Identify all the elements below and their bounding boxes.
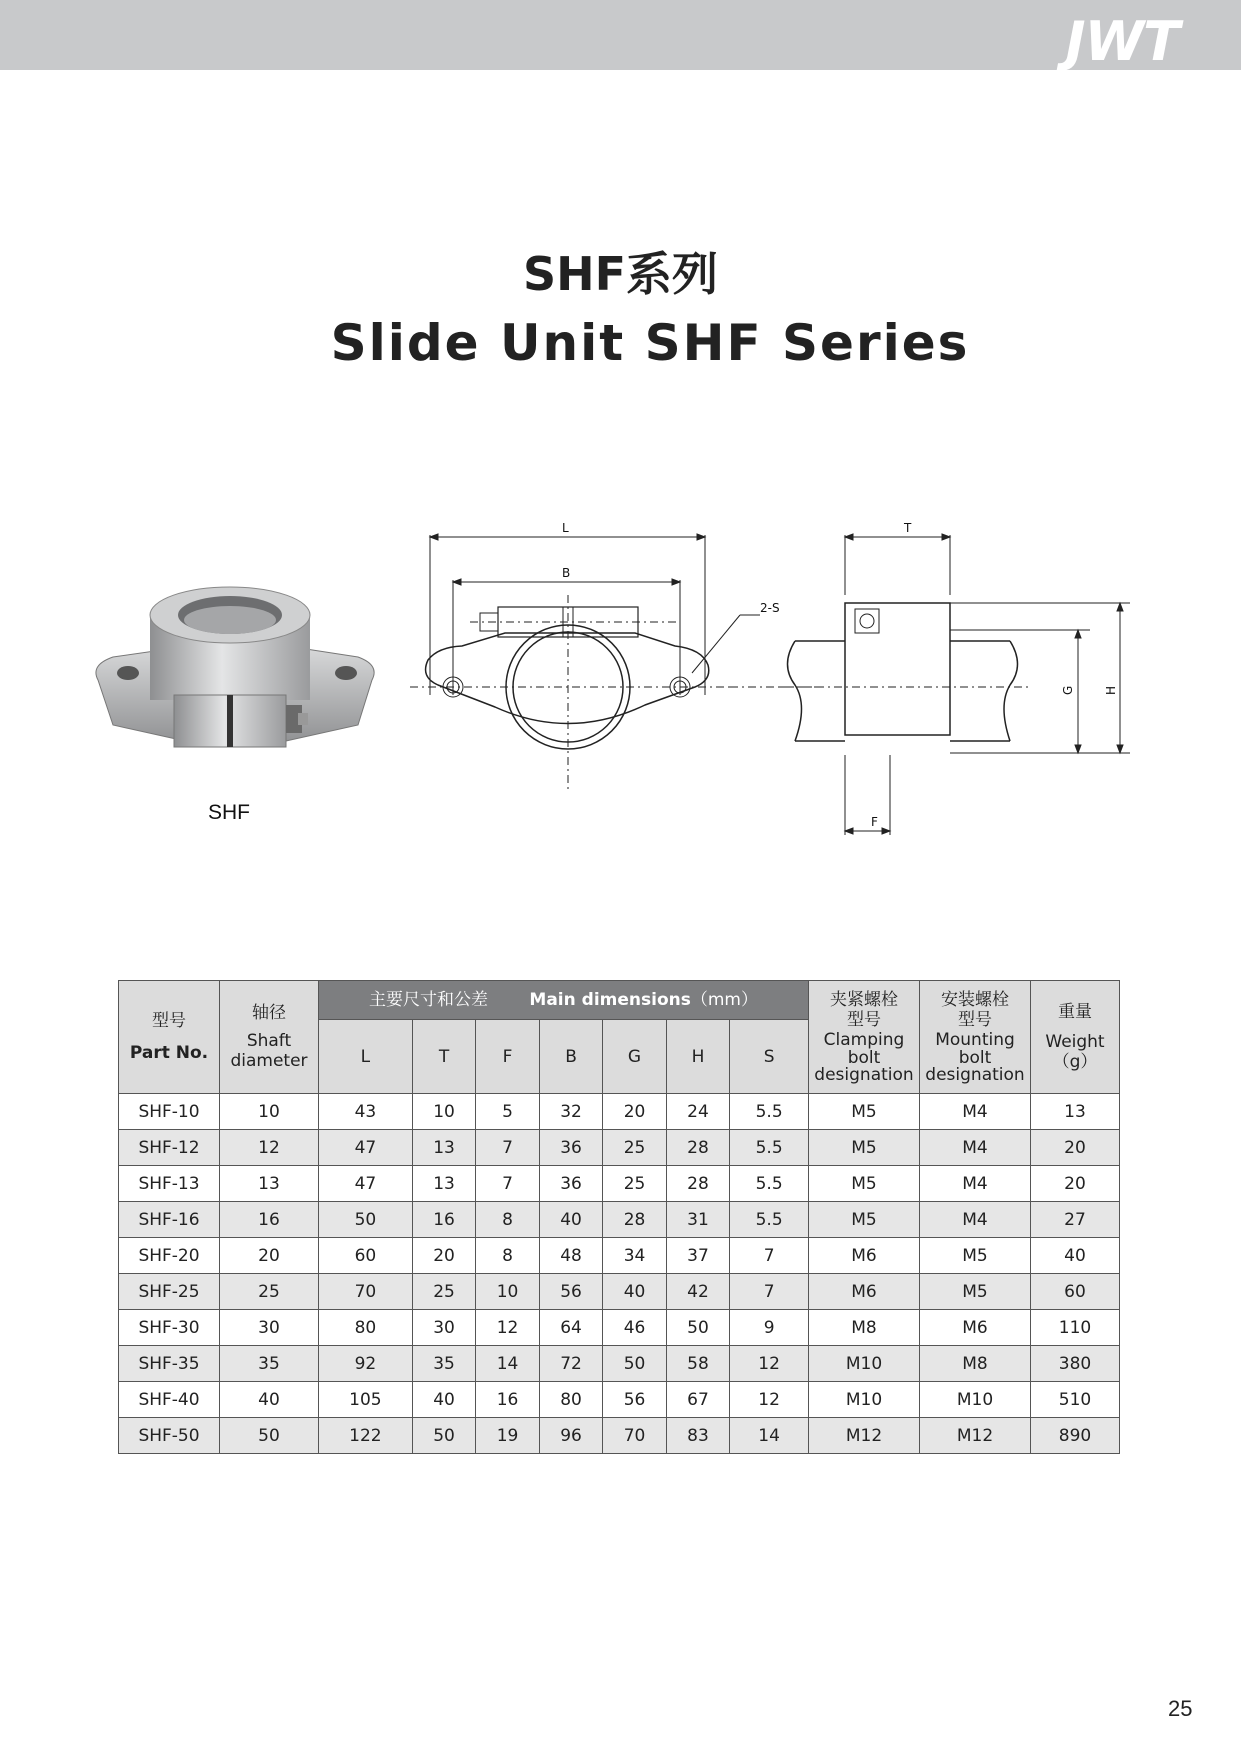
table-cell: 64 [539,1310,602,1346]
table-cell: 60 [319,1238,413,1274]
table-cell: 5 [476,1094,539,1130]
table-cell: 35 [412,1346,475,1382]
table-cell: M6 [809,1274,920,1310]
shaft-en1: Shaft [246,1031,292,1051]
table-cell: 25 [603,1130,666,1166]
table-cell: 12 [730,1346,809,1382]
col-S: S [730,1020,809,1094]
spec-table [118,980,1120,1454]
table-cell: 13 [1031,1094,1120,1130]
table-cell: 7 [730,1238,809,1274]
table-cell: 56 [603,1382,666,1418]
table-cell: 56 [539,1274,602,1310]
table-row [119,1202,1120,1238]
table-cell: 12 [476,1310,539,1346]
table-cell: 9 [730,1310,809,1346]
table-cell: 43 [319,1094,413,1130]
dim-label-S: 2-S [760,601,780,615]
table-cell: 70 [603,1418,666,1454]
main-en: Main dimensions [529,990,691,1010]
table-cell: M4 [920,1202,1031,1238]
table-cell: M8 [809,1310,920,1346]
clamp-en3: designation [814,1065,914,1085]
weight-cn: 重量 [1058,1002,1092,1022]
col-G: G [603,1020,666,1094]
table-cell: 19 [476,1418,539,1454]
dim-label-H: H [1104,685,1118,695]
header-shaft [220,981,319,1094]
table-cell: 510 [1031,1382,1120,1418]
mount-cn2: 型号 [958,1010,992,1030]
table-cell: 50 [319,1202,413,1238]
table-cell: 105 [319,1382,413,1418]
shaft-cn: 轴径 [252,1003,286,1023]
table-cell: SHF-40 [119,1382,220,1418]
table-cell: 7 [476,1130,539,1166]
table-cell: 7 [730,1274,809,1310]
table-cell: 14 [476,1346,539,1382]
table-row [119,1130,1120,1166]
col-H: H [666,1020,729,1094]
table-cell: SHF-13 [119,1166,220,1202]
table-cell: 50 [666,1310,729,1346]
table-cell: 12 [220,1130,319,1166]
clamp-cn1: 夹紧螺栓 [830,990,898,1010]
table-cell: M12 [809,1418,920,1454]
table-cell: 5.5 [730,1202,809,1238]
table-cell: 5.5 [730,1130,809,1166]
table-cell: M5 [920,1238,1031,1274]
table-cell: 8 [476,1238,539,1274]
table-cell: 13 [220,1166,319,1202]
header-clamping-bolt [809,981,920,1094]
table-cell: 28 [666,1130,729,1166]
table-cell: 50 [412,1418,475,1454]
header-weight [1031,981,1120,1094]
table-cell: M5 [809,1166,920,1202]
table-cell: M5 [920,1274,1031,1310]
page-title-cn: SHF系列 [522,247,719,301]
table-cell: 92 [319,1346,413,1382]
table-cell: 40 [1031,1238,1120,1274]
table-cell: 13 [412,1130,475,1166]
table-cell: 5.5 [730,1094,809,1130]
table-cell: SHF-16 [119,1202,220,1238]
table-cell: 8 [476,1202,539,1238]
table-cell: 80 [319,1310,413,1346]
table-cell: 20 [603,1094,666,1130]
dim-label-G: G [1061,685,1075,695]
dim-label-F: F [871,815,878,829]
table-cell: 20 [1031,1130,1120,1166]
dim-label-L: L [562,521,569,535]
dimension-drawing [410,515,1150,855]
table-cell: 40 [220,1382,319,1418]
table-cell: 20 [1031,1166,1120,1202]
table-cell: 25 [603,1166,666,1202]
table-row [119,1238,1120,1274]
table-cell: M12 [920,1418,1031,1454]
table-cell: 31 [666,1202,729,1238]
weight-en: Weight [1045,1032,1105,1052]
table-cell: 96 [539,1418,602,1454]
table-cell: SHF-25 [119,1274,220,1310]
table-cell: 14 [730,1418,809,1454]
mount-cn1: 安装螺栓 [941,990,1009,1010]
table-cell: M6 [920,1310,1031,1346]
table-cell: 72 [539,1346,602,1382]
weight-unit: （g） [1052,1052,1098,1072]
table-cell: 80 [539,1382,602,1418]
header-part-no [119,981,220,1094]
page-title-en: Slide Unit SHF Series [330,314,970,372]
table-cell: 10 [412,1094,475,1130]
table-cell: M10 [809,1382,920,1418]
dim-label-B: B [562,566,571,580]
table-cell: 37 [666,1238,729,1274]
part-cn: 型号 [152,1011,186,1031]
table-cell: 25 [220,1274,319,1310]
table-cell: 40 [539,1202,602,1238]
table-cell: 27 [1031,1202,1120,1238]
col-T: T [412,1020,475,1094]
table-cell: 16 [220,1202,319,1238]
table-cell: 30 [220,1310,319,1346]
col-F: F [476,1020,539,1094]
col-L: L [319,1020,413,1094]
table-cell: 42 [666,1274,729,1310]
table-cell: M5 [809,1202,920,1238]
table-cell: SHF-30 [119,1310,220,1346]
table-cell: M4 [920,1130,1031,1166]
dim-label-T: T [904,521,912,535]
table-cell: 890 [1031,1418,1120,1454]
table-cell: 16 [476,1382,539,1418]
clamp-en1: Clamping [823,1030,905,1050]
header-bar [0,0,1241,73]
table-cell: SHF-50 [119,1418,220,1454]
table-cell: 5.5 [730,1166,809,1202]
table-row [119,1346,1120,1382]
brand-logo: JWT [1065,10,1179,73]
main-unit: （mm） [690,990,758,1010]
page-number: 25 [1168,1696,1193,1721]
table-cell: 60 [1031,1274,1120,1310]
table-cell: 32 [539,1094,602,1130]
table-cell: 20 [412,1238,475,1274]
shaft-en2: diameter [230,1051,308,1071]
table-cell: SHF-35 [119,1346,220,1382]
table-cell: 50 [220,1418,319,1454]
table-cell: 16 [412,1202,475,1238]
table-cell: M4 [920,1166,1031,1202]
table-cell: 47 [319,1130,413,1166]
table-cell: M4 [920,1094,1031,1130]
table-cell: M6 [809,1238,920,1274]
table-cell: 50 [603,1346,666,1382]
table-cell: 110 [1031,1310,1120,1346]
table-cell: 28 [666,1166,729,1202]
clamp-cn2: 型号 [847,1010,881,1030]
table-cell: 46 [603,1310,666,1346]
photo-label: SHF [208,801,250,824]
table-cell: 25 [412,1274,475,1310]
table-cell: 34 [603,1238,666,1274]
mount-en2: bolt [958,1048,992,1068]
table-row [119,1382,1120,1418]
table-cell: 67 [666,1382,729,1418]
table-cell: SHF-20 [119,1238,220,1274]
header-main-dimensions [319,981,809,1020]
table-row [119,1310,1120,1346]
mount-en3: designation [925,1065,1025,1085]
table-cell: 10 [476,1274,539,1310]
table-cell: 12 [730,1382,809,1418]
clamp-en2: bolt [847,1048,881,1068]
header-mounting-bolt [920,981,1031,1094]
table-cell: 30 [412,1310,475,1346]
table-cell: 13 [412,1166,475,1202]
table-cell: 36 [539,1130,602,1166]
table-cell: 58 [666,1346,729,1382]
table-cell: 70 [319,1274,413,1310]
table-cell: 20 [220,1238,319,1274]
table-row [119,1166,1120,1202]
table-cell: 40 [603,1274,666,1310]
spec-table-body [119,1094,1120,1454]
main-cn: 主要尺寸和公差 [369,990,489,1010]
table-cell: M10 [920,1382,1031,1418]
part-en: Part No. [129,1043,209,1063]
table-cell: SHF-12 [119,1130,220,1166]
table-row [119,1418,1120,1454]
table-cell: 24 [666,1094,729,1130]
table-row [119,1274,1120,1310]
table-cell: 40 [412,1382,475,1418]
table-cell: 10 [220,1094,319,1130]
table-cell: 47 [319,1166,413,1202]
table-cell: M10 [809,1346,920,1382]
table-cell: 48 [539,1238,602,1274]
table-cell: 28 [603,1202,666,1238]
mount-en1: Mounting [935,1030,1015,1050]
table-cell: 36 [539,1166,602,1202]
table-cell: M5 [809,1130,920,1166]
table-cell: 380 [1031,1346,1120,1382]
product-photo [88,585,388,765]
col-B: B [539,1020,602,1094]
table-cell: 7 [476,1166,539,1202]
table-cell: 122 [319,1418,413,1454]
table-cell: M8 [920,1346,1031,1382]
table-cell: SHF-10 [119,1094,220,1130]
table-cell: 83 [666,1418,729,1454]
table-cell: 35 [220,1346,319,1382]
table-row [119,1094,1120,1130]
table-cell: M5 [809,1094,920,1130]
